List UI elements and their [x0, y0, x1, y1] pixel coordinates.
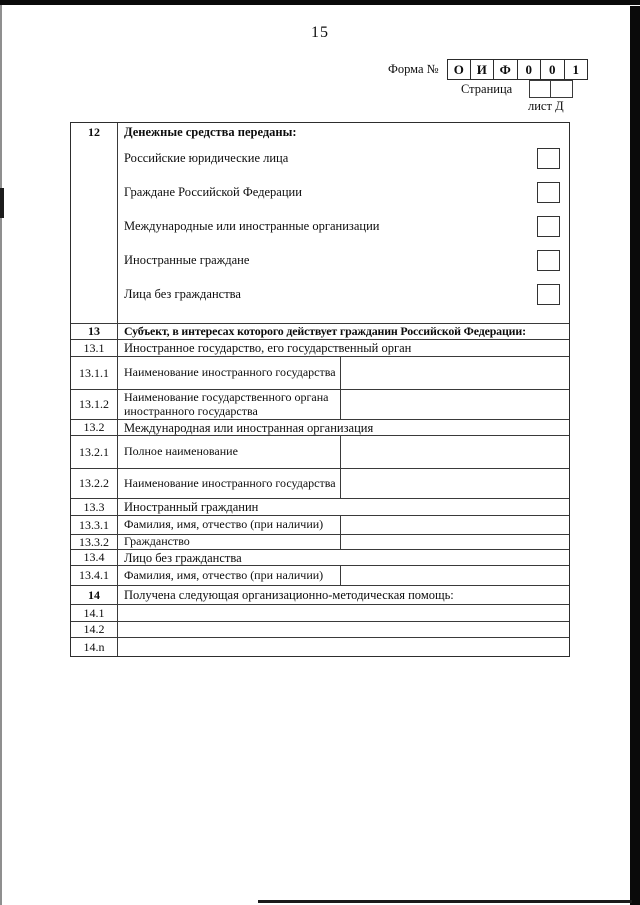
- row-label: Получена следующая организационно-методическая помощь:: [124, 588, 454, 602]
- row-14: [71, 585, 569, 604]
- row-number: 13: [71, 324, 118, 339]
- row-13-1-2: [71, 389, 569, 419]
- form-code-boxes: [447, 59, 588, 80]
- checkbox-item: [118, 209, 569, 243]
- row-number: 13.2.2: [71, 469, 118, 498]
- scan-edge-top: [0, 0, 640, 5]
- form-number-label: Форма №: [388, 62, 439, 76]
- checkbox: [537, 216, 560, 237]
- value-cell: [340, 535, 569, 549]
- row-number: 14.n: [71, 638, 118, 656]
- row-label: Международная или иностранная организация: [124, 420, 374, 435]
- row-13-2-1: [71, 435, 569, 468]
- row-number: 14.1: [71, 605, 118, 621]
- row-number: 13.3: [71, 499, 118, 515]
- form-code-box: Ф: [494, 59, 518, 80]
- scan-edge-bottom: [258, 900, 632, 903]
- row-number: 13.2.1: [71, 436, 118, 468]
- stranitsa-box: [529, 80, 551, 98]
- form-code-box: О: [447, 59, 471, 80]
- row-number: 13.3.1: [71, 516, 118, 534]
- row-number: 14.2: [71, 622, 118, 637]
- row-14-1: [71, 604, 569, 621]
- row-label: Полное наименование: [124, 444, 238, 459]
- sheet-label: лист Д: [528, 99, 564, 113]
- checkbox: [537, 284, 560, 305]
- stranitsa-box: [551, 80, 573, 98]
- row-13-4-1: [71, 565, 569, 585]
- form-code-box: И: [471, 59, 495, 80]
- row-label: Иностранное государство, его государственный орган: [124, 341, 412, 355]
- row-label: Гражданство: [124, 534, 190, 549]
- checkbox-item-label: Иностранные граждане: [124, 252, 250, 267]
- checkbox-item-label: Лица без гражданства: [124, 286, 241, 301]
- section-12-title: Денежные средства переданы:: [124, 124, 297, 139]
- row-number: 13.2: [71, 420, 118, 435]
- page-number: 15: [311, 24, 329, 41]
- checkbox-item-label: Граждане Российской Федерации: [124, 184, 302, 199]
- row-13-3: [71, 498, 569, 515]
- form-table: [70, 122, 570, 657]
- stranitsa-label: Страница: [461, 82, 513, 96]
- stranitsa-boxes: [529, 80, 573, 98]
- row-13-3-2: [71, 534, 569, 549]
- checkbox-item: [118, 277, 569, 311]
- row-number: 13.4: [71, 550, 118, 565]
- row-number: 14: [71, 586, 118, 604]
- row-number: 13.1.1: [71, 357, 118, 389]
- row-14-2: [71, 621, 569, 637]
- row-13: [71, 323, 569, 339]
- row-label: Фамилия, имя, отчество (при наличии): [124, 517, 324, 532]
- row-label: Наименование государственного органа иностранного государства: [124, 390, 329, 418]
- row-label: Наименование иностранного государства: [124, 365, 336, 380]
- value-cell: [118, 622, 569, 637]
- checkbox: [537, 148, 560, 169]
- row-number: 12: [71, 123, 118, 323]
- scan-artifact-left: [0, 188, 4, 218]
- form-code-box: 0: [541, 59, 565, 80]
- row-13-1: [71, 339, 569, 356]
- checkbox-item: [118, 243, 569, 277]
- checkbox-item: [118, 175, 569, 209]
- row-label: Наименование иностранного государства: [124, 475, 336, 490]
- row-number: 13.1.2: [71, 390, 118, 419]
- value-cell: [340, 436, 569, 468]
- scan-edge-left: [0, 5, 2, 905]
- row-13-1-1: [71, 356, 569, 389]
- row-14-n: [71, 637, 569, 656]
- checkbox-item-label: Международные или иностранные организации: [124, 218, 380, 233]
- value-cell: [118, 605, 569, 621]
- checkbox: [537, 250, 560, 271]
- form-code-box: 1: [565, 59, 589, 80]
- row-number: 13.1: [71, 340, 118, 356]
- checkbox-item: [118, 141, 569, 175]
- scan-edge-right: [630, 6, 640, 905]
- row-13-3-1: [71, 515, 569, 534]
- value-cell: [340, 469, 569, 498]
- value-cell: [340, 516, 569, 534]
- value-cell: [340, 566, 569, 585]
- row-13-2: [71, 419, 569, 435]
- row-label: Субъект, в интересах которого действует гражданин Российской Федерации:: [124, 324, 526, 338]
- row-13-2-2: [71, 468, 569, 498]
- value-cell: [118, 638, 569, 656]
- row-number: 13.3.2: [71, 535, 118, 549]
- section-12-items: [118, 141, 569, 323]
- section-12: [71, 123, 569, 323]
- row-13-4: [71, 549, 569, 565]
- checkbox-item-label: Российские юридические лица: [124, 150, 289, 165]
- form-code-box: 0: [518, 59, 542, 80]
- value-cell: [340, 390, 569, 419]
- row-label: Фамилия, имя, отчество (при наличии): [124, 567, 324, 582]
- row-number: 13.4.1: [71, 566, 118, 585]
- section-12-content: [118, 123, 569, 323]
- row-label: Лицо без гражданства: [124, 550, 242, 565]
- value-cell: [340, 357, 569, 389]
- row-label: Иностранный гражданин: [124, 500, 259, 514]
- checkbox: [537, 182, 560, 203]
